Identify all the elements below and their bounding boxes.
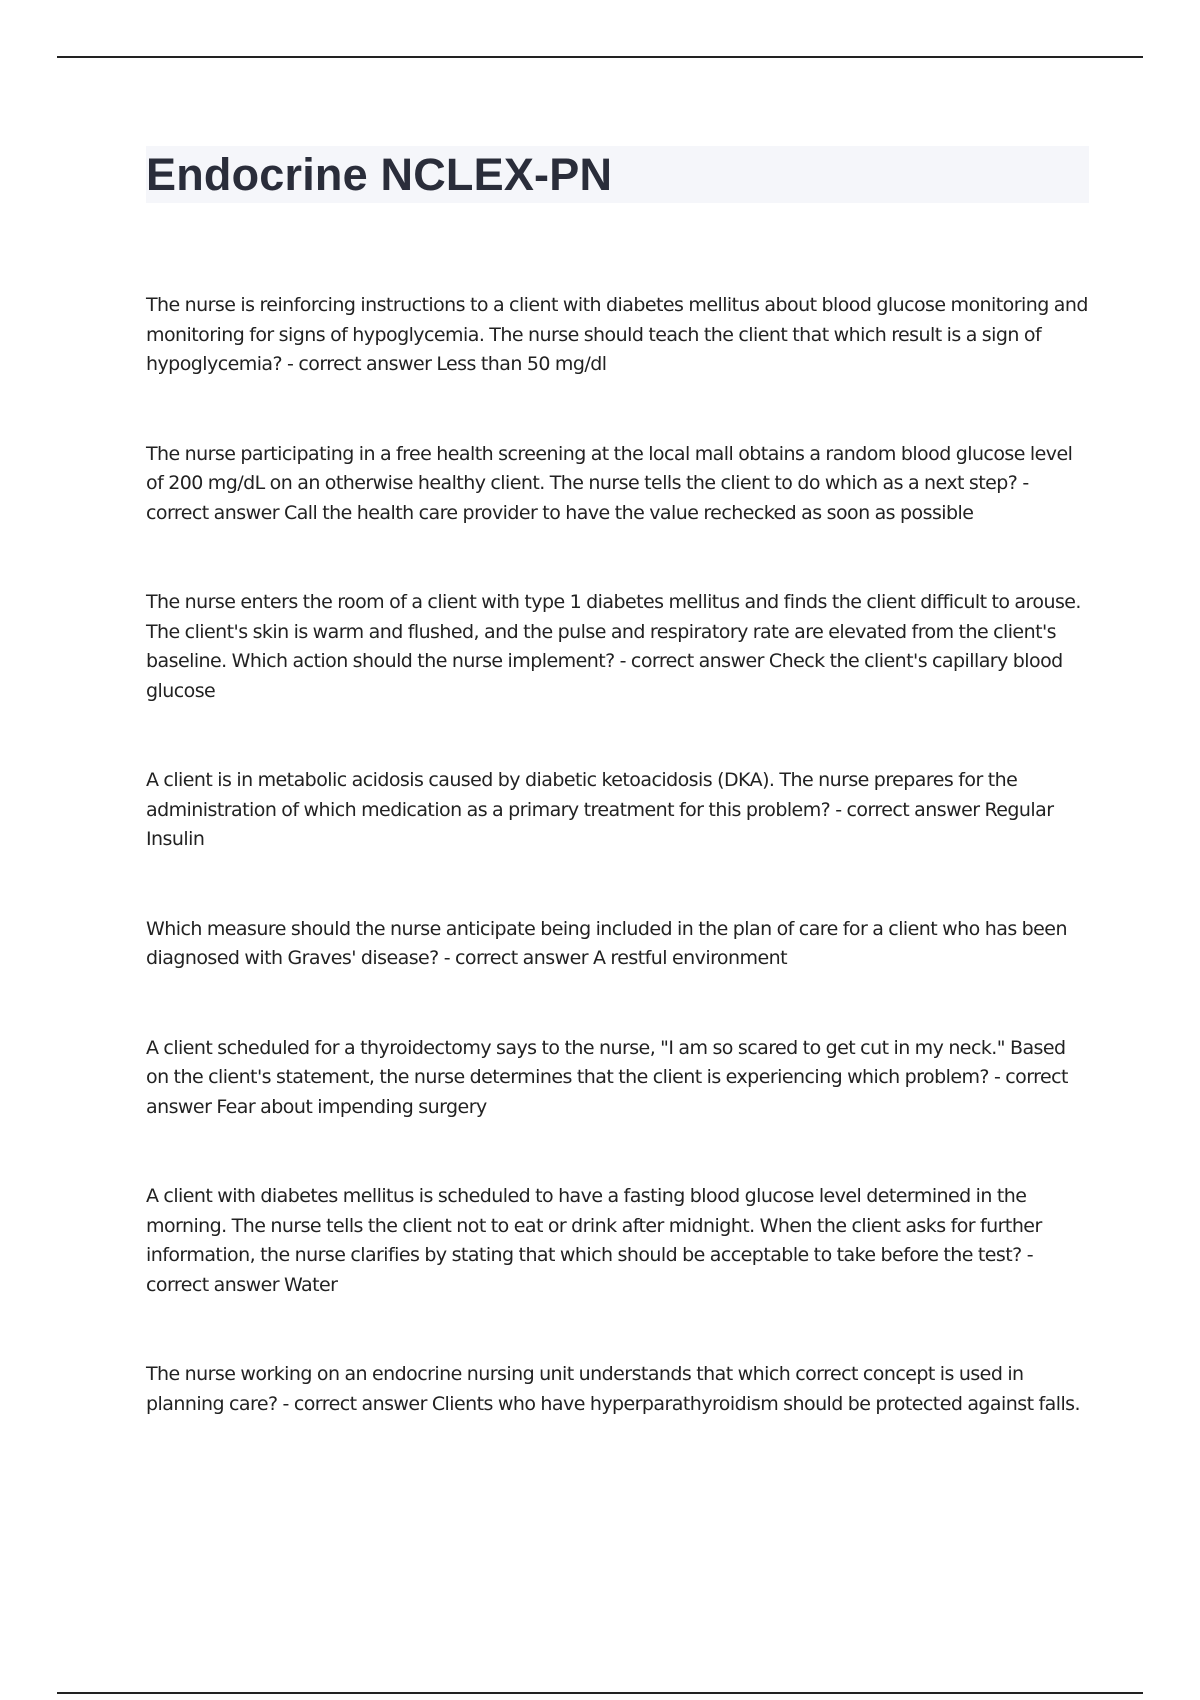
qa-list xyxy=(146,291,1090,1479)
answer-text: Call the health care provider to have the value rechecked as soon as possible xyxy=(283,501,974,524)
answer-separator: - correct answer xyxy=(438,947,593,969)
answer-separator: - correct answer xyxy=(146,472,1029,524)
top-rule xyxy=(57,56,1143,58)
question-text: A client scheduled for a thyroidectomy says to the nurse, "I am so scared to get cut in my neck." Based on the client's statement, the nurse determines that the client is experiencing which problem? xyxy=(146,1036,1066,1088)
answer-text: Clients who have hyperparathyroidism should be protected against falls. xyxy=(431,1392,1081,1415)
question-text: The nurse is reinforcing instructions to a client with diabetes mellitus about blood glucose monitoring and monitoring for signs of hypoglycemia. The nurse should teach the client that which result is a sign of hypoglycemia? xyxy=(146,294,1088,375)
qa-item xyxy=(146,1182,1090,1300)
question-text: A client is in metabolic acidosis caused by diabetic ketoacidosis (DKA). The nurse prepares for the administration of which medication as a primary treatment for this problem? xyxy=(146,769,1018,821)
question-text: The nurse working on an endocrine nursing unit understands that which correct concept is used in planning care? xyxy=(146,1363,1024,1415)
qa-item xyxy=(146,291,1090,380)
qa-item xyxy=(146,1360,1090,1419)
qa-item xyxy=(146,1034,1090,1123)
answer-separator: - correct answer xyxy=(830,798,985,821)
question-text: The nurse participating in a free health screening at the local mall obtains a random blood glucose level of 200 mg/dL on an otherwise healthy client. The nurse tells the client to do which as a next step? xyxy=(146,442,1073,494)
answer-text: A restful environment xyxy=(593,947,787,969)
qa-item xyxy=(146,440,1090,529)
qa-item xyxy=(146,588,1090,706)
answer-separator: - correct answer xyxy=(614,650,769,672)
answer-separator: - correct answer xyxy=(146,1066,1068,1118)
answer-text: Fear about impending surgery xyxy=(216,1095,487,1118)
answer-separator: - correct answer xyxy=(146,1244,1034,1296)
answer-separator: - correct answer xyxy=(282,353,437,375)
question-text: The nurse enters the room of a client with type 1 diabetes mellitus and finds the client difficult to arouse. The client's skin is warm and flushed, and the pulse and respiratory rate are elevated from the client's baseline. Which action should the nurse implement? xyxy=(146,591,1081,672)
title-banner xyxy=(146,146,1089,203)
answer-separator: - correct answer xyxy=(277,1392,432,1415)
qa-item xyxy=(146,766,1090,855)
answer-text: Check the client's capillary blood glucose xyxy=(146,650,1063,702)
answer-text: Water xyxy=(283,1273,338,1296)
question-text: A client with diabetes mellitus is scheduled to have a fasting blood glucose level determined in the morning. The nurse tells the client not to eat or drink after midnight. When the client asks for further information, the nurse clarifies by stating that which should be acceptable to take before the test? xyxy=(146,1185,1042,1266)
answer-text: Less than 50 mg/dl xyxy=(436,353,607,375)
bottom-rule xyxy=(57,1692,1143,1694)
question-text: Which measure should the nurse anticipate being included in the plan of care for a client who has been diagnosed with Graves' disease? xyxy=(146,917,1067,969)
document-title: Endocrine NCLEX-PN xyxy=(146,149,613,200)
qa-item xyxy=(146,915,1090,974)
answer-text: Regular Insulin xyxy=(146,798,1054,850)
